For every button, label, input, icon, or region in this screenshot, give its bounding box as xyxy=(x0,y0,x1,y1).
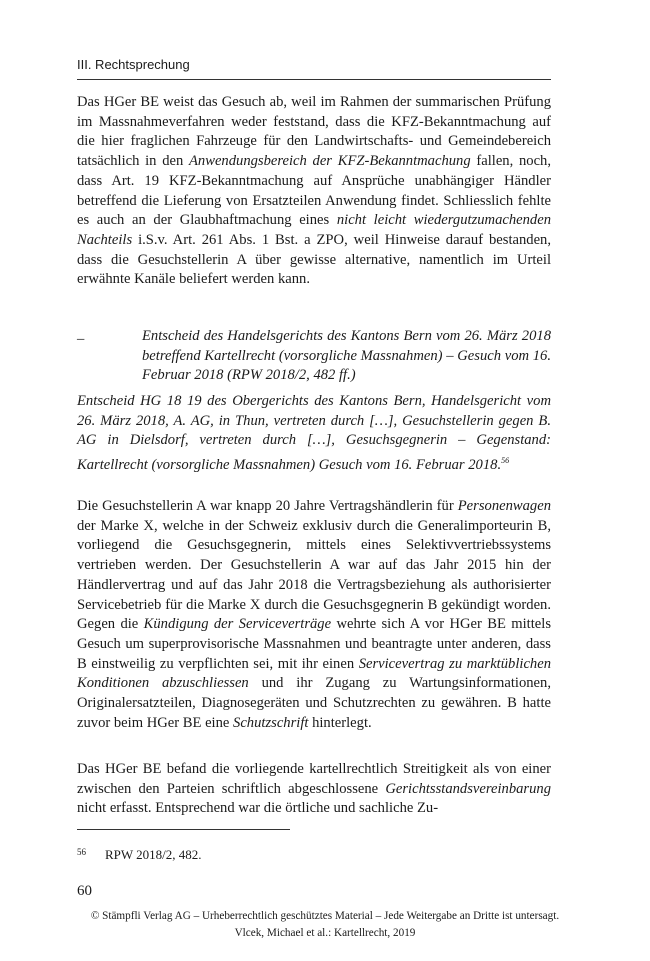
text-span: Die Gesuchstellerin A war knapp 20 Jahre Vertragshändlerin für xyxy=(77,498,458,514)
italic-term: nicht leicht wiedergutzumachenden Nachteils xyxy=(77,212,551,248)
case-citation xyxy=(77,392,551,476)
footnote-number: 56 xyxy=(77,847,86,857)
italic-term: Anwendungsbereich der KFZ-Bekanntmachung xyxy=(189,153,471,170)
footnote-separator xyxy=(77,829,290,830)
paragraph-facts xyxy=(77,497,551,733)
text-span: der Marke X, welche in der Schweiz exklusiv durch die Generalimporteurin B, vorliegend die Gesuchsgegnerin, mittels eines Selektivvertriebssystems vertrieben werden. Der Gesuchstellerin A war auf das Jahr 2015 hin der Händlervertrag und auf das Jahr 2018 die Vertragsbeziehung als authorisierter Servicebetrieb für die Marke X durch die Gesuchsgegnerin B gekündigt worden. Gegen die xyxy=(77,517,551,633)
case-title: Entscheid des Handelsgerichts des Kantons Bern vom 26. März 2018 betreffend Kartellrecht (vorsorgliche Massnahmen) – Gesuch vom 16. Februar 2018 (RPW 2018/2, 482 ff.) xyxy=(142,328,551,384)
book-reference: Vlcek, Michael et al.: Kartellrecht, 2019 xyxy=(234,927,416,939)
page-number: 60 xyxy=(77,883,92,899)
text-span: fallen, noch, dass Art. 19 KFZ-Bekanntmachung auf Ansprüche unabhängiger Händler betreffend die Lieferung von Ersatzteilen Anwendung findet. Schliesslich fehlte es auch an der Glaubhaftmachung eines xyxy=(77,153,551,229)
footnote-reference: 56 xyxy=(501,456,510,466)
running-header xyxy=(77,57,551,80)
text-span: hinterlegt. xyxy=(308,714,372,731)
text-span: Das HGer BE befand die vorliegende kartellrechtlich Streitigkeit als von einer zwischen den Parteien schriftlich abgeschlossene xyxy=(77,761,551,797)
text-span: Das HGer BE weist das Gesuch ab, weil im Rahmen der summarischen Prüfung im Massnahmeverfahren weder feststand, dass die KFZ-Bekanntmachung auf die hier fraglichen Fahrzeuge für den Landwirtschafts- und Gemeindebereich tatsächlich in den xyxy=(77,94,551,170)
citation-text: Entscheid HG 18 19 des Obergerichts des Kantons Bern, Handelsgericht vom 26. März 2018, A. AG, in Thun, vertreten durch […], Gesuchstellerin gegen B. AG in Dielsdorf, vertreten durch […], Gesuchsgegnerin – Gegenstand: Kartellrecht (vorsorgliche Massnahmen) Gesuch vom 16. Februar 2018. xyxy=(77,393,551,473)
section-title: III. Rechtsprechung xyxy=(77,57,190,72)
italic-term: Kündigung der Serviceverträge xyxy=(143,616,332,633)
italic-term: Servicevertrag zu marktüblichen Konditionen abzuschliessen xyxy=(77,655,551,692)
italic-term: Gerichtsstandsvereinbarung xyxy=(385,780,551,797)
text-span: nicht erfasst. Entsprechend war die örtliche und sachliche Zu- xyxy=(77,800,439,817)
list-dash: – xyxy=(77,331,85,347)
footnote-text: RPW 2018/2, 482. xyxy=(105,847,202,862)
paragraph-decision-summary xyxy=(77,93,551,290)
italic-term: Schutzschrift xyxy=(233,714,309,731)
italic-term: Personenwagen xyxy=(457,498,551,514)
copyright-notice: © Stämpfli Verlag AG – Urheberrechtlich geschütztes Material – Jede Weitergabe an Dritte ist untersagt. xyxy=(90,910,560,922)
text-span: und ihr Zugang zu Wartungsinformationen, Originalersatzteilen, Diagnosegeräten und Schutzrechten zu gewähren. B hatte zuvor beim HGer BE eine xyxy=(77,675,551,731)
paragraph-jurisdiction xyxy=(77,760,551,819)
text-span: i.S.v. Art. 261 Abs. 1 Bst. a ZPO, weil Hinweise darauf bestanden, dass die Gesuchstellerin A über gewisse alternative, namentlich im Urteil erwähnte Kanäle beliefert werden kann. xyxy=(77,231,551,288)
footnote xyxy=(77,847,202,863)
text-span: wehrte sich A vor HGer BE mittels Gesuch um superprovisorische Massnahmen und beantragte unter anderen, dass B einstweilig zu verpflichten sei, mit ihr einen xyxy=(77,616,551,672)
